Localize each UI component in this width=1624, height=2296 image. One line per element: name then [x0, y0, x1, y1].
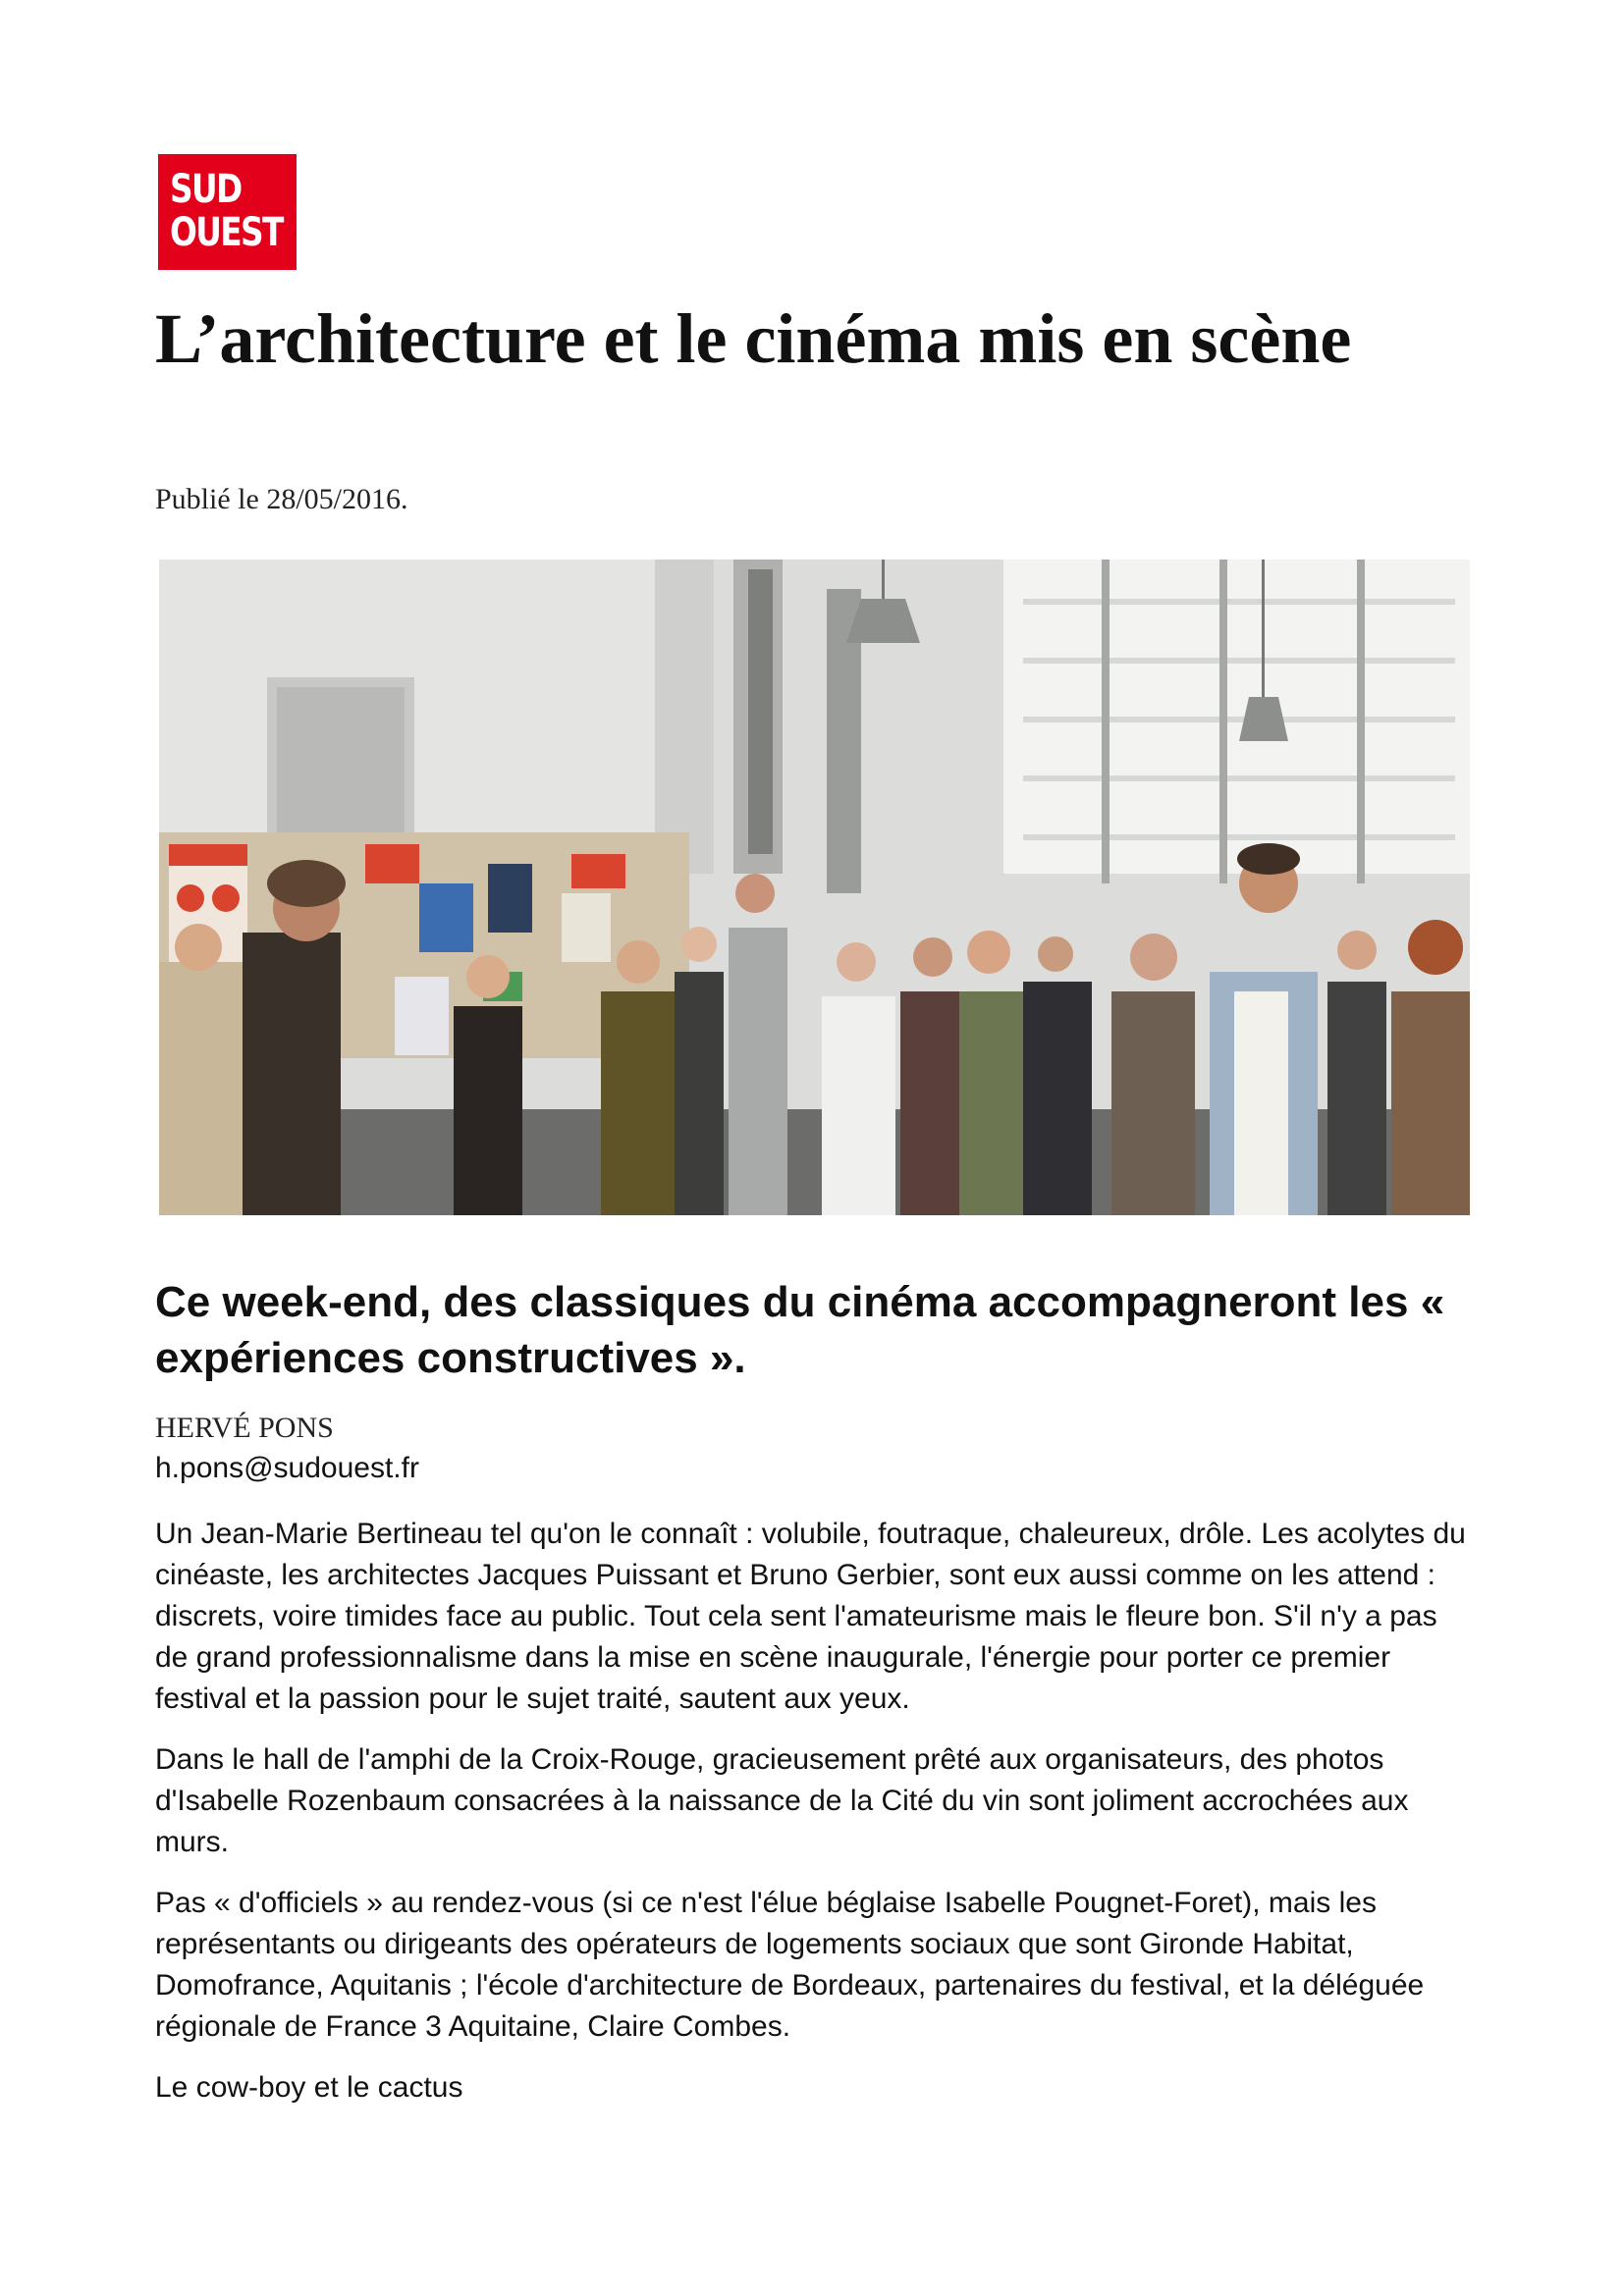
- paragraph: Le cow-boy et le cactus: [155, 2071, 463, 2104]
- article-subtitle: Ce week-end, des classiques du cinéma accompagneront les « expériences constructives ».: [155, 1278, 1445, 1382]
- author-email[interactable]: h.pons@sudouest.fr: [155, 1452, 419, 1484]
- article-photo: [159, 560, 1470, 1215]
- author-name: HERVÉ PONS: [155, 1412, 334, 1444]
- logo-line-2: OUEST: [170, 210, 283, 255]
- paragraph: Un Jean-Marie Bertineau tel qu'on le connaît : volubile, foutraque, chaleureux, drôle. Les acolytes du cinéaste, les architectes Jacques Puissant et Bruno Gerbier, sont eux aussi comme on les attend : discrets, voire timides face au public. Tout cela sent l'amateurisme mais le fleure bon. S'il n'y a pas de grand professionnalisme dans la mise en scène inaugurale, l'énergie pour porter ce premier festival et la passion pour le sujet traité, sautent aux yeux.: [155, 1518, 1466, 1715]
- paragraph: Pas « d'officiels » au rendez-vous (si ce n'est l'élue béglaise Isabelle Pougnet-Foret), mais les représentants ou dirigeants des opérateurs de logements sociaux que sont Gironde Habitat, Domofrance, Aquitanis ; l'école d'architecture de Bordeaux, partenaires du festival, et la déléguée régionale de France 3 Aquitaine, Claire Combes.: [155, 1887, 1425, 2043]
- paragraph: Dans le hall de l'amphi de la Croix-Rouge, gracieusement prêté aux organisateurs, des photos d'Isabelle Rozenbaum consacrées à la naissance de la Cité du vin sont joliment accrochées aux murs.: [155, 1743, 1409, 1858]
- sud-ouest-logo: [158, 154, 297, 270]
- publication-date: Publié le 28/05/2016.: [155, 483, 408, 515]
- article-body: [155, 1514, 1476, 2128]
- article-title: L’architecture et le cinéma mis en scène: [155, 299, 1352, 378]
- logo-line-1: SUD: [170, 167, 242, 212]
